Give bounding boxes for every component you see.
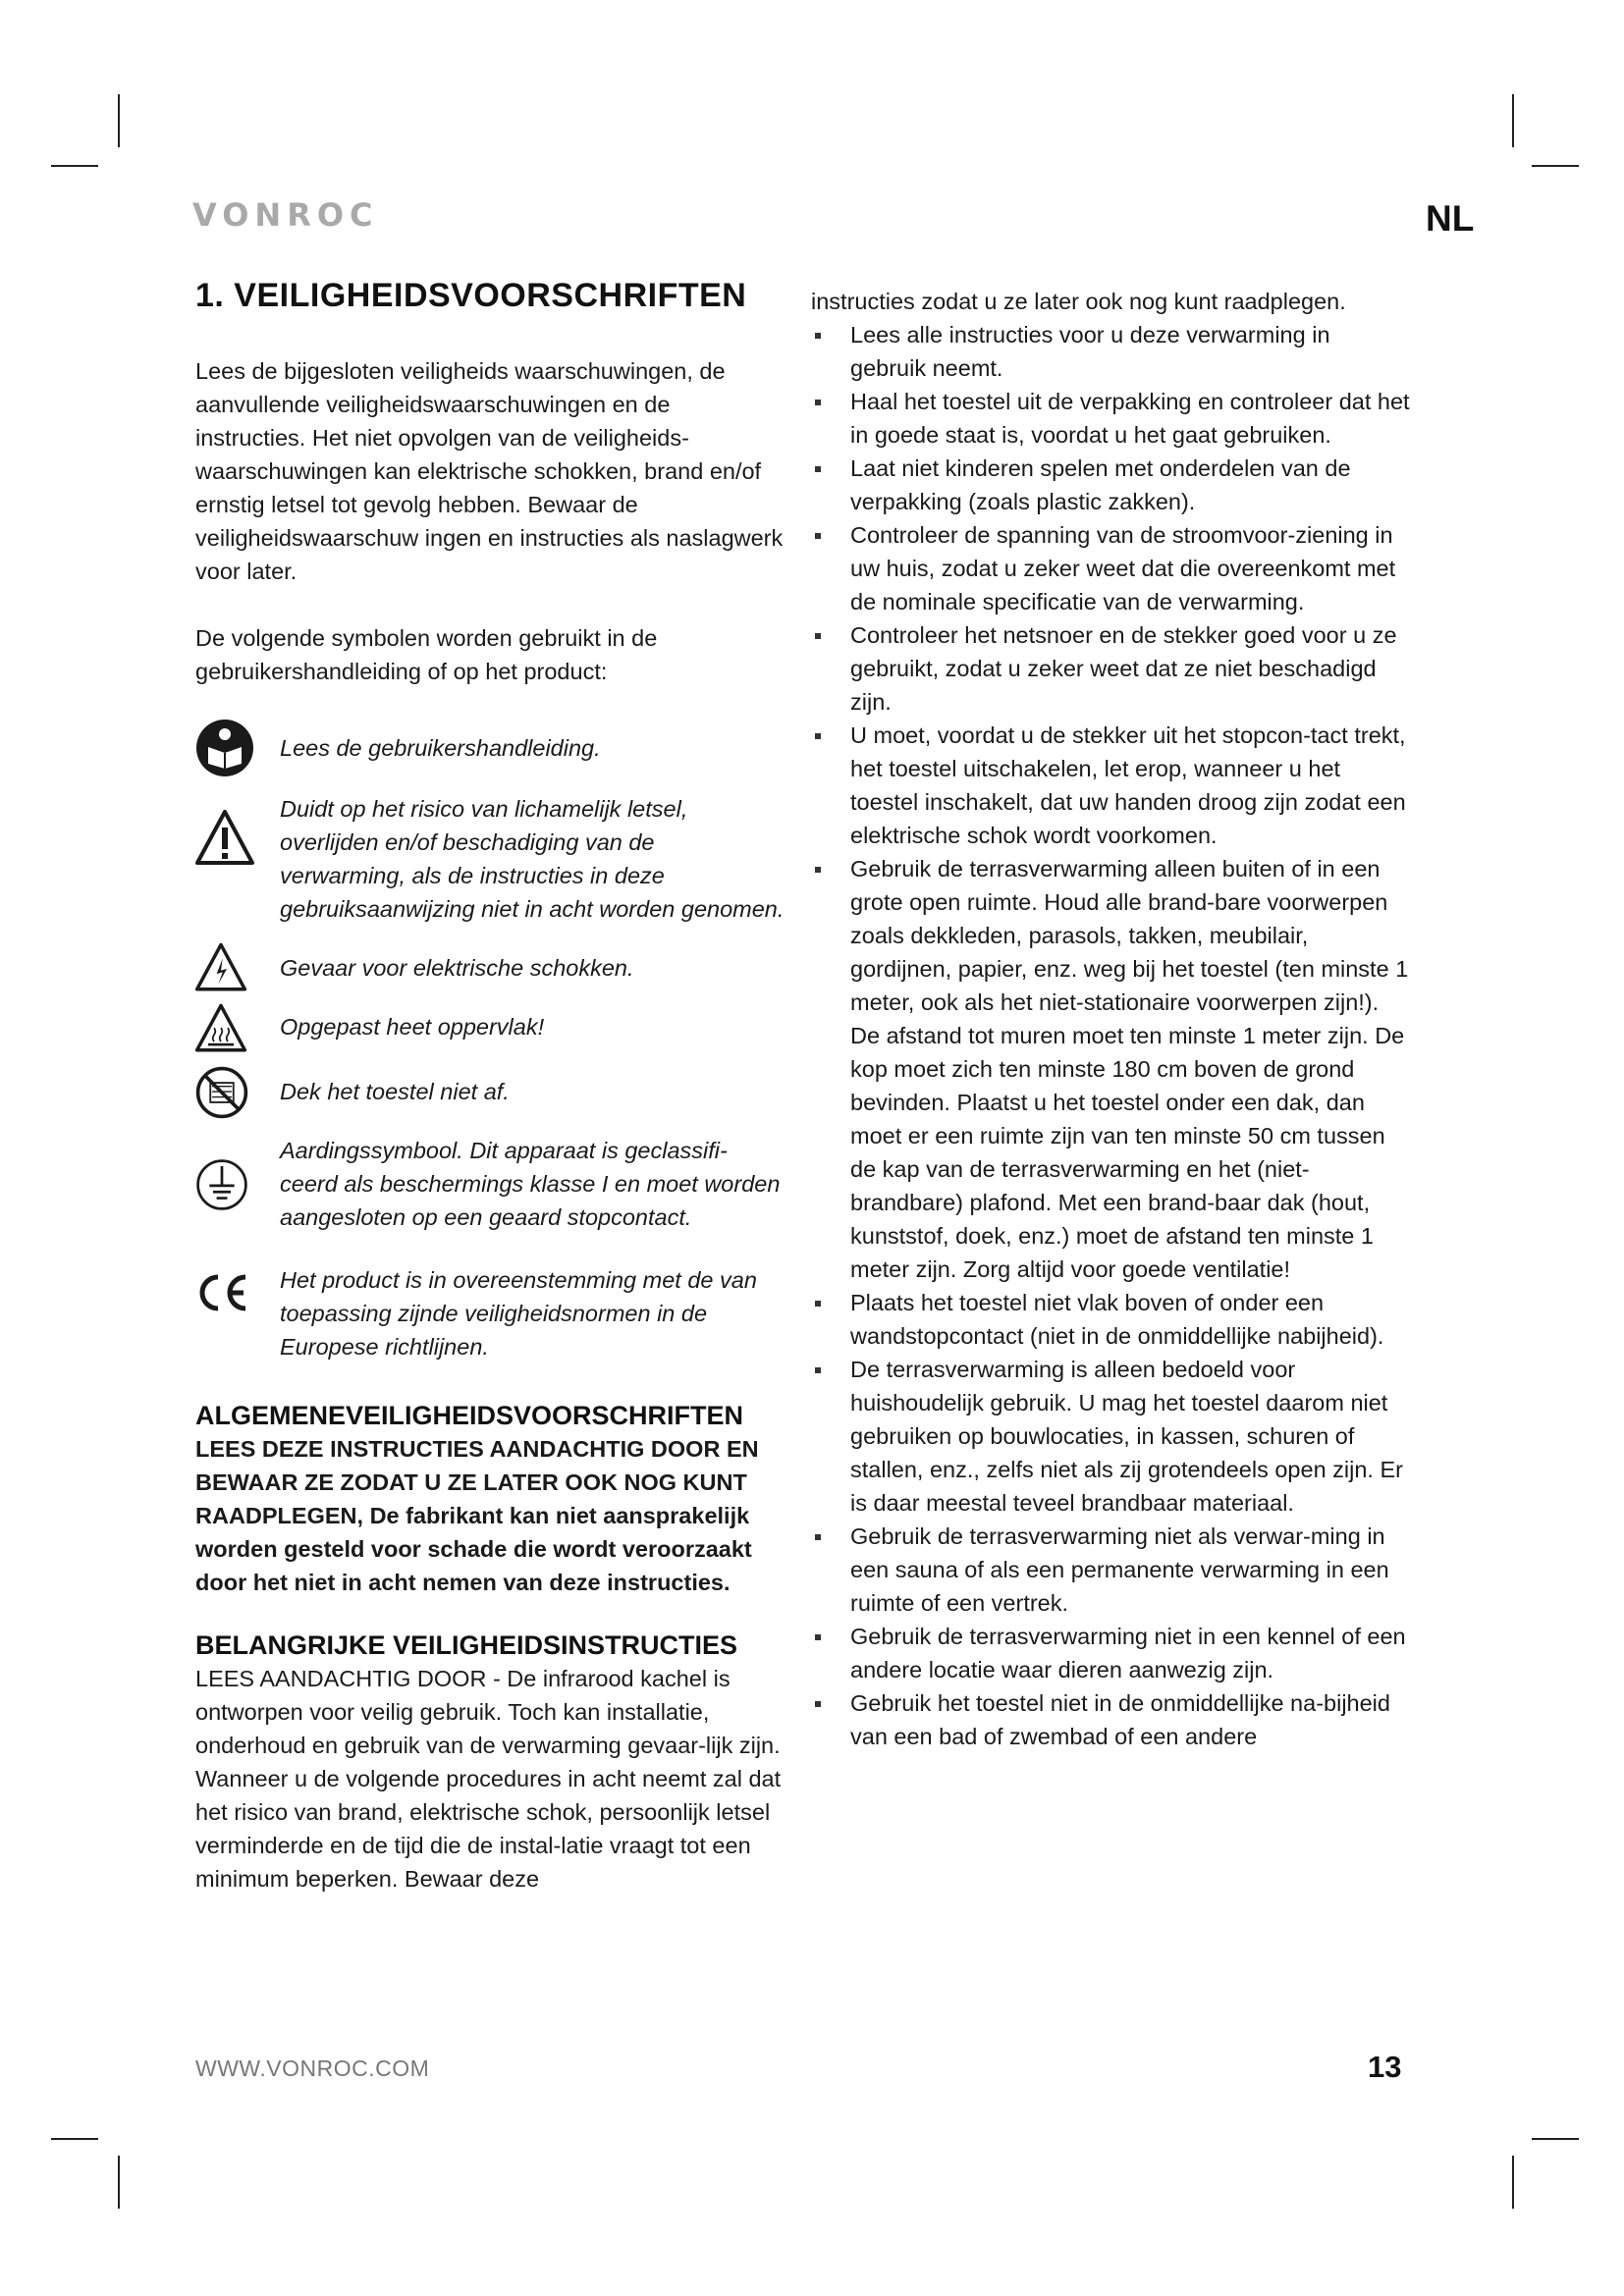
crop-mark xyxy=(1512,94,1514,147)
intro-paragraph: Lees de bijgesloten veiligheids waarschuwingen, de aanvullende veiligheidswaarschuwingen en de instructies. Het niet opvolgen van de veiligheids-waarschuwingen kan elektrische schokken, brand en/of ernstig letsel tot gevolg hebben. Bewaar de veiligheidswaarschuw ingen en instructies als naslagwerk voor later. xyxy=(195,358,784,584)
page-number: 13 xyxy=(1368,2050,1402,2084)
electric-shock-icon xyxy=(194,941,247,994)
symbol-text: Het product is in overeenstemming met de van toepassing zijnde veiligheidsnormen in de Europese richtlijnen. xyxy=(280,1267,757,1360)
list-item: Gebruik de terrasverwarming niet als verwar-ming in een sauna of als een permanente verwarming in een ruimte of een vertrek. xyxy=(811,1520,1410,1620)
list-item: Gebruik de terrasverwarming alleen buiten of in een grote open ruimte. Houd alle brand-bare voorwerpen zoals dekkleden, parasols, takken, meubilair, gordijnen, papier, enz. weg bij het toestel (ten minste 1 meter, ook als het niet-stationaire voorwerpen zijn!). De afstand tot muren moet ten minste 1 meter zijn. De kop moet zich ten minste 180 cm boven de grond bevinden. Plaatst u het toestel onder een dak, dan moet er een ruimte zijn van ten minste 50 cm tussen de kap van de terrasverwarming en het (niet-brandbare) plafond. Met een brand-baar dak (hout, kunststof, doek, enz.) moet de afstand ten minste 1 meter zijn. Zorg altijd voor goede ventilatie! xyxy=(811,852,1410,1286)
general-heading: ALGEMENEVEILIGHEIDSVOORSCHRIFTEN xyxy=(195,1401,744,1430)
do-not-cover-icon xyxy=(194,1065,249,1120)
symbol-row xyxy=(195,718,785,778)
ce-mark-icon xyxy=(194,1271,251,1314)
crop-mark xyxy=(1512,2156,1514,2209)
brand-logo: VONROC xyxy=(192,196,379,234)
crop-mark xyxy=(118,94,120,147)
list-item: Laat niet kinderen spelen met onderdelen van de verpakking (zoals plastic zakken). xyxy=(811,452,1410,518)
list-item: Haal het toestel uit de verpakking en controleer dat het in goede staat is, voordat u het gaat gebruiken. xyxy=(811,385,1410,452)
list-item: Lees alle instructies voor u deze verwarming in gebruik neemt. xyxy=(811,318,1410,385)
list-item: Controleer de spanning van de stroomvoor-ziening in uw huis, zodat u zeker weet dat die overeenkomt met de nominale specificatie van de verwarming. xyxy=(811,518,1410,618)
continuation-text: instructies zodat u ze later ook nog kunt raadplegen. xyxy=(811,289,1346,314)
symbol-row xyxy=(195,792,785,926)
right-column xyxy=(811,285,1410,1753)
list-item: Gebruik de terrasverwarming niet in een kennel of een andere locatie waar dieren aanwezig zijn. xyxy=(811,1620,1410,1686)
list-item: Controleer het netsnoer en de stekker goed voor u ze gebruikt, zodat u zeker weet dat ze niet beschadigd zijn. xyxy=(811,618,1410,719)
list-item: Plaats het toestel niet vlak boven of onder een wandstopcontact (niet in de onmiddellijke nabijheid). xyxy=(811,1286,1410,1353)
hot-surface-icon xyxy=(194,1002,247,1055)
footer-url: WWW.VONROC.COM xyxy=(195,2056,430,2081)
section-title: 1. VEILIGHEIDSVOORSCHRIFTEN xyxy=(195,277,747,314)
symbol-text: Duidt op het risico van lichamelijk letsel, overlijden en/of beschadiging van de verwarming, als de instructies in deze gebruiksaanwijzing niet in acht worden genomen. xyxy=(280,796,785,922)
earth-ground-icon xyxy=(194,1157,249,1212)
crop-mark xyxy=(1532,165,1579,167)
language-code: NL xyxy=(1426,198,1475,239)
bullet-list xyxy=(811,318,1410,1753)
symbol-text: Opgepast heet oppervlak! xyxy=(280,1014,545,1040)
crop-mark xyxy=(118,2156,120,2209)
list-item: Gebruik het toestel niet in de onmiddellijke na-bijheid van een bad of zwembad of een andere xyxy=(811,1686,1410,1753)
list-item: U moet, voordat u de stekker uit het stopcon-tact trekt, het toestel uitschakelen, let erop, wanneer u het toestel inschakelt, dat uw handen droog zijn zodat een elektrische schok wordt voorkomen. xyxy=(811,719,1410,852)
symbol-text: Gevaar voor elektrische schokken. xyxy=(280,955,634,981)
crop-mark xyxy=(51,165,98,167)
crop-mark xyxy=(51,2138,98,2140)
important-heading: BELANGRIJKE VEILIGHEIDSINSTRUCTIES xyxy=(195,1630,738,1660)
left-column xyxy=(195,277,785,1896)
symbol-text: Dek het toestel niet af. xyxy=(280,1079,510,1104)
symbols-intro: De volgende symbolen worden gebruikt in de gebruikershandleiding of op het product: xyxy=(195,625,658,684)
symbol-row xyxy=(195,1134,785,1234)
important-text: LEES AANDACHTIG DOOR - De infrarood kachel is ontworpen voor veilig gebruik. Toch kan installatie, onderhoud en gebruik van de verwarming gevaar-lijk zijn. Wanneer u de volgende procedures in acht neemt zal dat het risico van brand, elektrische schok, persoonlijk letsel verminderde en de tijd die de instal-latie vraagt tot een minimum beperken. Bewaar deze xyxy=(195,1666,782,1892)
symbol-row xyxy=(195,1263,785,1363)
general-text: LEES DEZE INSTRUCTIES AANDACHTIG DOOR EN BEWAAR ZE ZODAT U ZE LATER OOK NOG KUNT RAADPLEGEN, De fabrikant kan niet aansprakelijk worden gesteld voor schade die wordt veroorzaakt door het niet in acht nemen van deze instructies. xyxy=(195,1436,759,1595)
crop-mark xyxy=(1532,2138,1579,2140)
symbol-row xyxy=(195,1065,785,1120)
manual-icon xyxy=(194,718,255,778)
list-item: De terrasverwarming is alleen bedoeld voor huishoudelijk gebruik. U mag het toestel daarom niet gebruiken op bouwlocaties, in kassen, schuren of stallen, enz., zelfs niet als zij grotendeels open zijn. Er is daar meestal teveel brandbaar materiaal. xyxy=(811,1353,1410,1520)
symbol-row xyxy=(195,1002,785,1055)
warning-icon xyxy=(194,808,255,869)
symbol-text: Aardingssymbool. Dit apparaat is geclassifi-ceerd als beschermings klasse I en moet worden aangesloten op een geaard stopcontact. xyxy=(280,1138,781,1230)
symbol-text: Lees de gebruikershandleiding. xyxy=(280,735,601,761)
symbol-row xyxy=(195,941,785,994)
